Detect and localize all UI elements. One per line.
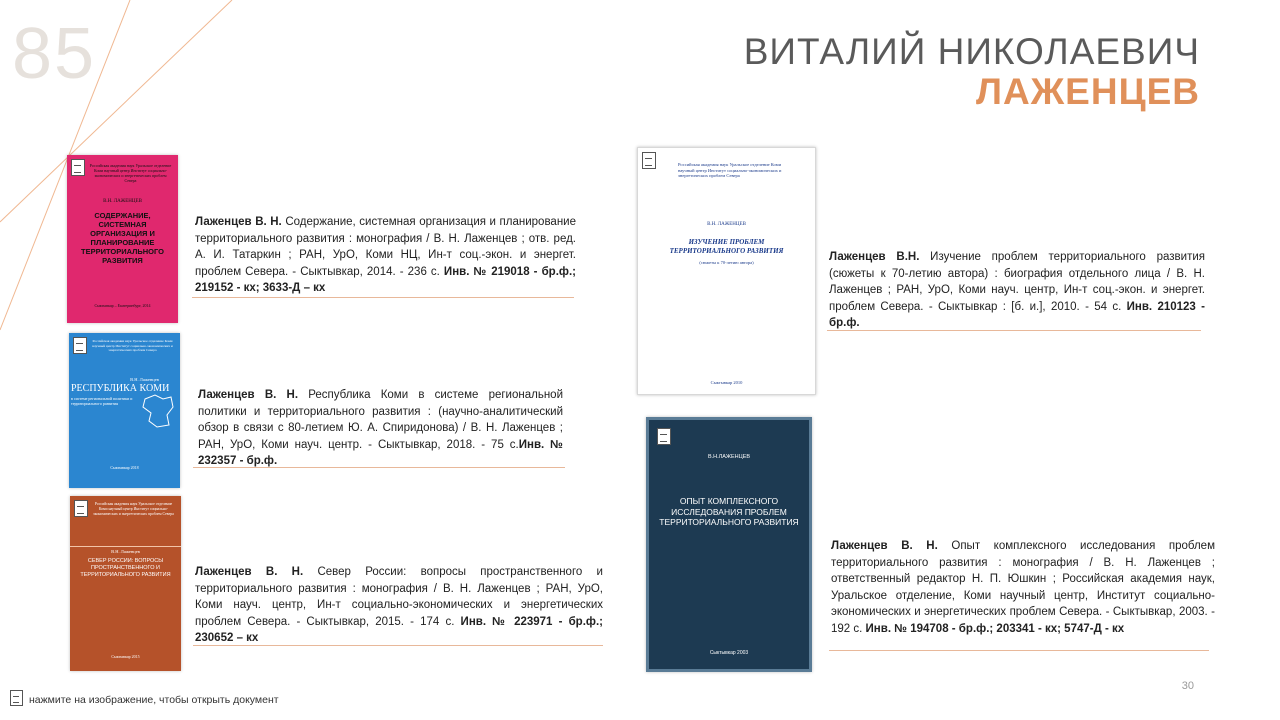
cover-footer: Сыктывкар – Екатеринбург, 2014 [94,303,151,308]
book-text: Содержание, системная организация и планирование территориального развития : монография / В. Н. Лаженцев ; отв. ред. А. И. Татаркин ; РАН, УрО, Коми НЦ, Ин-т соц.-экон. и энергет. проблем Севера. - Сыктывкар, 2014. - 236 с. [195,216,576,278]
book-description-5 [831,538,1215,637]
book-author: Лаженцев В. Н. [195,216,282,228]
book-inventory: Инв. № 232357 - бр.ф. [198,438,563,467]
cover-subtitle: (сюжеты к 70-летию автора) [699,260,754,265]
cover-header: Российская академия наук Уральское отделение Коми научный центр Институт социально-экономических и энергетических проблем Севера [93,502,174,516]
divider [827,330,1201,331]
book-author: Лаженцев В. Н. [198,389,299,401]
cover-footer: Сыктывкар 2010 [710,380,743,385]
book-text: Республика Коми в системе региональной политики и территориального развития : (научно-аналитический обзор в связи с 80-летием Ю. А. Спиридонова) / В. Н. Лаженцев ; РАН, УрО, Коми науч. центр. - Сыктывкар, 2018. - 75 с. [198,389,563,451]
cover-title: СОДЕРЖАНИЕ, СИСТЕМНАЯ ОРГАНИЗАЦИЯ И ПЛАНИРОВАНИЕ ТЕРРИТОРИАЛЬНОГО РАЗВИТИЯ [81,211,164,265]
book-cover-1[interactable] [67,155,178,323]
cover-header: Российская академия наук Уральское отделение Коми научный центр Институт социально-экономических и энергетических проблем Севера [678,162,782,178]
book-text: Опыт комплексного исследования проблем территориального развития : монография / В. Н. Лаженцев ; ответственный редактор Н. П. Юшкин ; Российская академия наук, Уральское отделение, Коми научный центр, Институт социально-экономических и энергетических проблем Севера. - Сыктывкар, 2003. - 192 с. [831,540,1215,635]
book-description-1 [195,214,576,297]
komi-map-outline [141,393,175,429]
divider [193,467,565,468]
footer-hint-text: нажмите на изображение, чтобы открыть документ [29,694,279,706]
cover-footer: Сыктывкар 2003 [709,650,749,656]
document-icon [642,152,656,169]
book-cover-2[interactable] [69,333,180,488]
cover-author: В.Н. ЛАЖЕНЦЕВ [103,199,142,204]
document-icon [71,159,85,176]
cover-author: В.Н. ЛАЖЕНЦЕВ [707,222,746,227]
document-icon [73,337,87,354]
book-description-3 [195,564,603,647]
cover-footer: Сыктывкар 2015 [111,654,140,659]
cover-subtitle: в системе региональной политики и территориального развития [71,396,133,406]
book-author: Лаженцев В.Н. [829,251,920,263]
slide-number: 85 [12,14,97,94]
book-text: Изучение проблем территориального развития (сюжеты к 70-летию автора) : биография отдельного лица / В. Н. Лаженцев ; РАН, УрО, Коми науч. центр, Ин-т соц.-экон. и энергет. проблем Севера. - Сыктывкар : [б. и.], 2010. - 54 с. [829,251,1205,313]
cover-author: В.Н.ЛАЖЕНЦЕВ [707,454,751,460]
document-icon [10,690,23,706]
book-cover-5[interactable] [646,417,812,672]
cover-author: В.Н. Лаженцев [130,377,159,382]
book-author: Лаженцев В. Н. [831,540,938,552]
book-inventory: Инв. 210123 - бр.ф. [829,300,1205,329]
book-description-2 [198,387,563,470]
book-cover-3[interactable] [70,496,181,671]
cover-title: ИЗУЧЕНИЕ ПРОБЛЕМ ТЕРРИТОРИАЛЬНОГО РАЗВИТИЯ [669,238,784,255]
cover-title: РЕСПУБЛИКА КОМИ [71,383,170,394]
divider [829,650,1209,651]
book-cover-4[interactable] [637,147,816,395]
cover-header: Российская академия наук Уральское отделение Коми научный центр Институт социально-экономических и энергетических проблем Севера [92,339,173,352]
cover-header: Российская академия наук Уральское отделение Коми научный центр Институт социально-экономических и энергетических проблем Севера [89,163,172,183]
book-inventory: Инв. № 223971 - бр.ф.; 230652 – кх [195,615,603,644]
cover-title: ОПЫТ КОМПЛЕКСНОГО ИССЛЕДОВАНИЯ ПРОБЛЕМ ТЕРРИТОРИАЛЬНОГО РАЗВИТИЯ [659,496,799,527]
book-description-4 [829,249,1205,332]
book-author: Лаженцев В. Н. [195,566,304,578]
author-first-names: ВИТАЛИЙ НИКОЛАЕВИЧ [743,31,1200,72]
document-icon [74,500,88,517]
cover-title: СЕВЕР РОССИИ: ВОПРОСЫ ПРОСТРАНСТВЕННОГО И ТЕРРИТОРИАЛЬНОГО РАЗВИТИЯ [80,558,171,578]
divider [192,297,574,298]
cover-footer: Сыктывкар 2018 [110,465,139,470]
divider [193,645,603,646]
book-inventory: Инв. № 219018 - бр.ф.; 219152 - кх; 3633-Д – кх [195,265,576,294]
cover-author: В.Н. Лаженцев [70,546,181,554]
document-icon [657,428,671,445]
page-number: 30 [1181,680,1194,692]
book-inventory: Инв. № 194708 - бр.ф.; 203341 - кх; 5747-Д - кх [865,622,1125,635]
book-text: Север России: вопросы пространственного и территориального развития : монография / В. Н. Лаженцев ; РАН, УрО, Коми науч. центр, Ин-т социально-экономических и энергетических проблем Севера. - Сыктывкар, 2015. - 174 с. [195,566,603,628]
author-surname: ЛАЖЕНЦЕВ [976,71,1200,112]
footer-hint [10,690,279,706]
